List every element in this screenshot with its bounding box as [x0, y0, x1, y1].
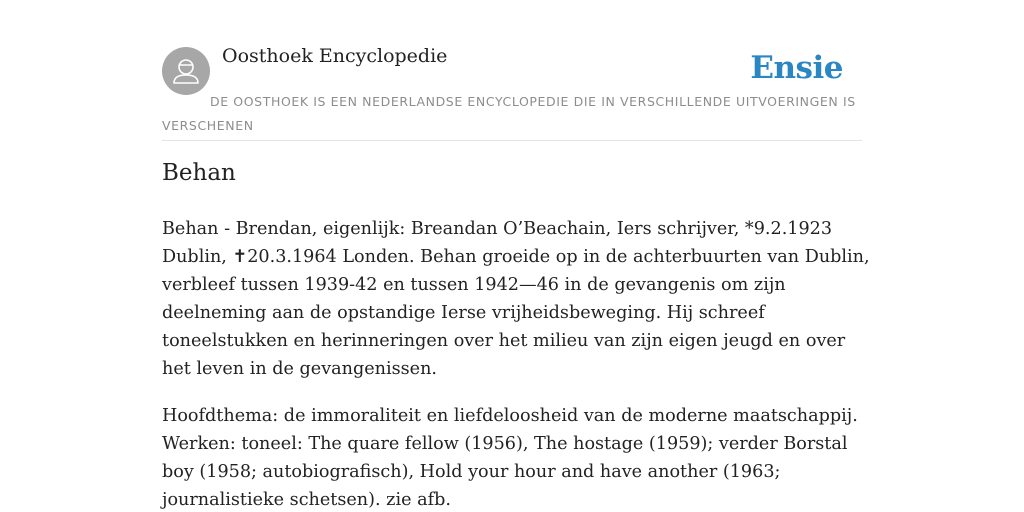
site-name[interactable]: Oosthoek Encyclopedie: [222, 45, 448, 67]
user-icon: [162, 47, 210, 95]
brand-logo[interactable]: Ensie: [750, 50, 843, 86]
header: [162, 40, 862, 141]
article-paragraph: Behan - Brendan, eigenlijk: Breandan O’Beachain, Iers schrijver, *9.2.1923 Dublin, ✝20.3.1964 Londen. Behan groeide op in de achterbuurten van Dublin, verbleef tussen 1939-42 en tussen 1942—46 in de gevangenis om zijn deelneming aan de opstandige Ierse vrijheidsbeweging. Hij schreef toneelstukken en herinneringen over het milieu van zijn eigen jeugd en over het leven in de gevangenissen.: [162, 219, 870, 379]
avatar[interactable]: [162, 47, 210, 95]
article-title: Behan: [162, 160, 236, 186]
site-tagline: DE OOSTHOEK IS EEN NEDERLANDSE ENCYCLOPEDIE DIE IN VERSCHILLENDE UITVOERINGEN IS VERSCHENEN: [162, 94, 856, 133]
article-paragraph: Hoofdthema: de immoraliteit en liefdeloosheid van de moderne maatschappij. Werken: toneel: The quare fellow (1956), The hostage (1959); verder Borstal boy (1958; autobiografisch), Hold your hour and have another (1963; journalistieke schetsen). zie afb.: [162, 406, 858, 510]
article-body: [162, 215, 872, 512]
